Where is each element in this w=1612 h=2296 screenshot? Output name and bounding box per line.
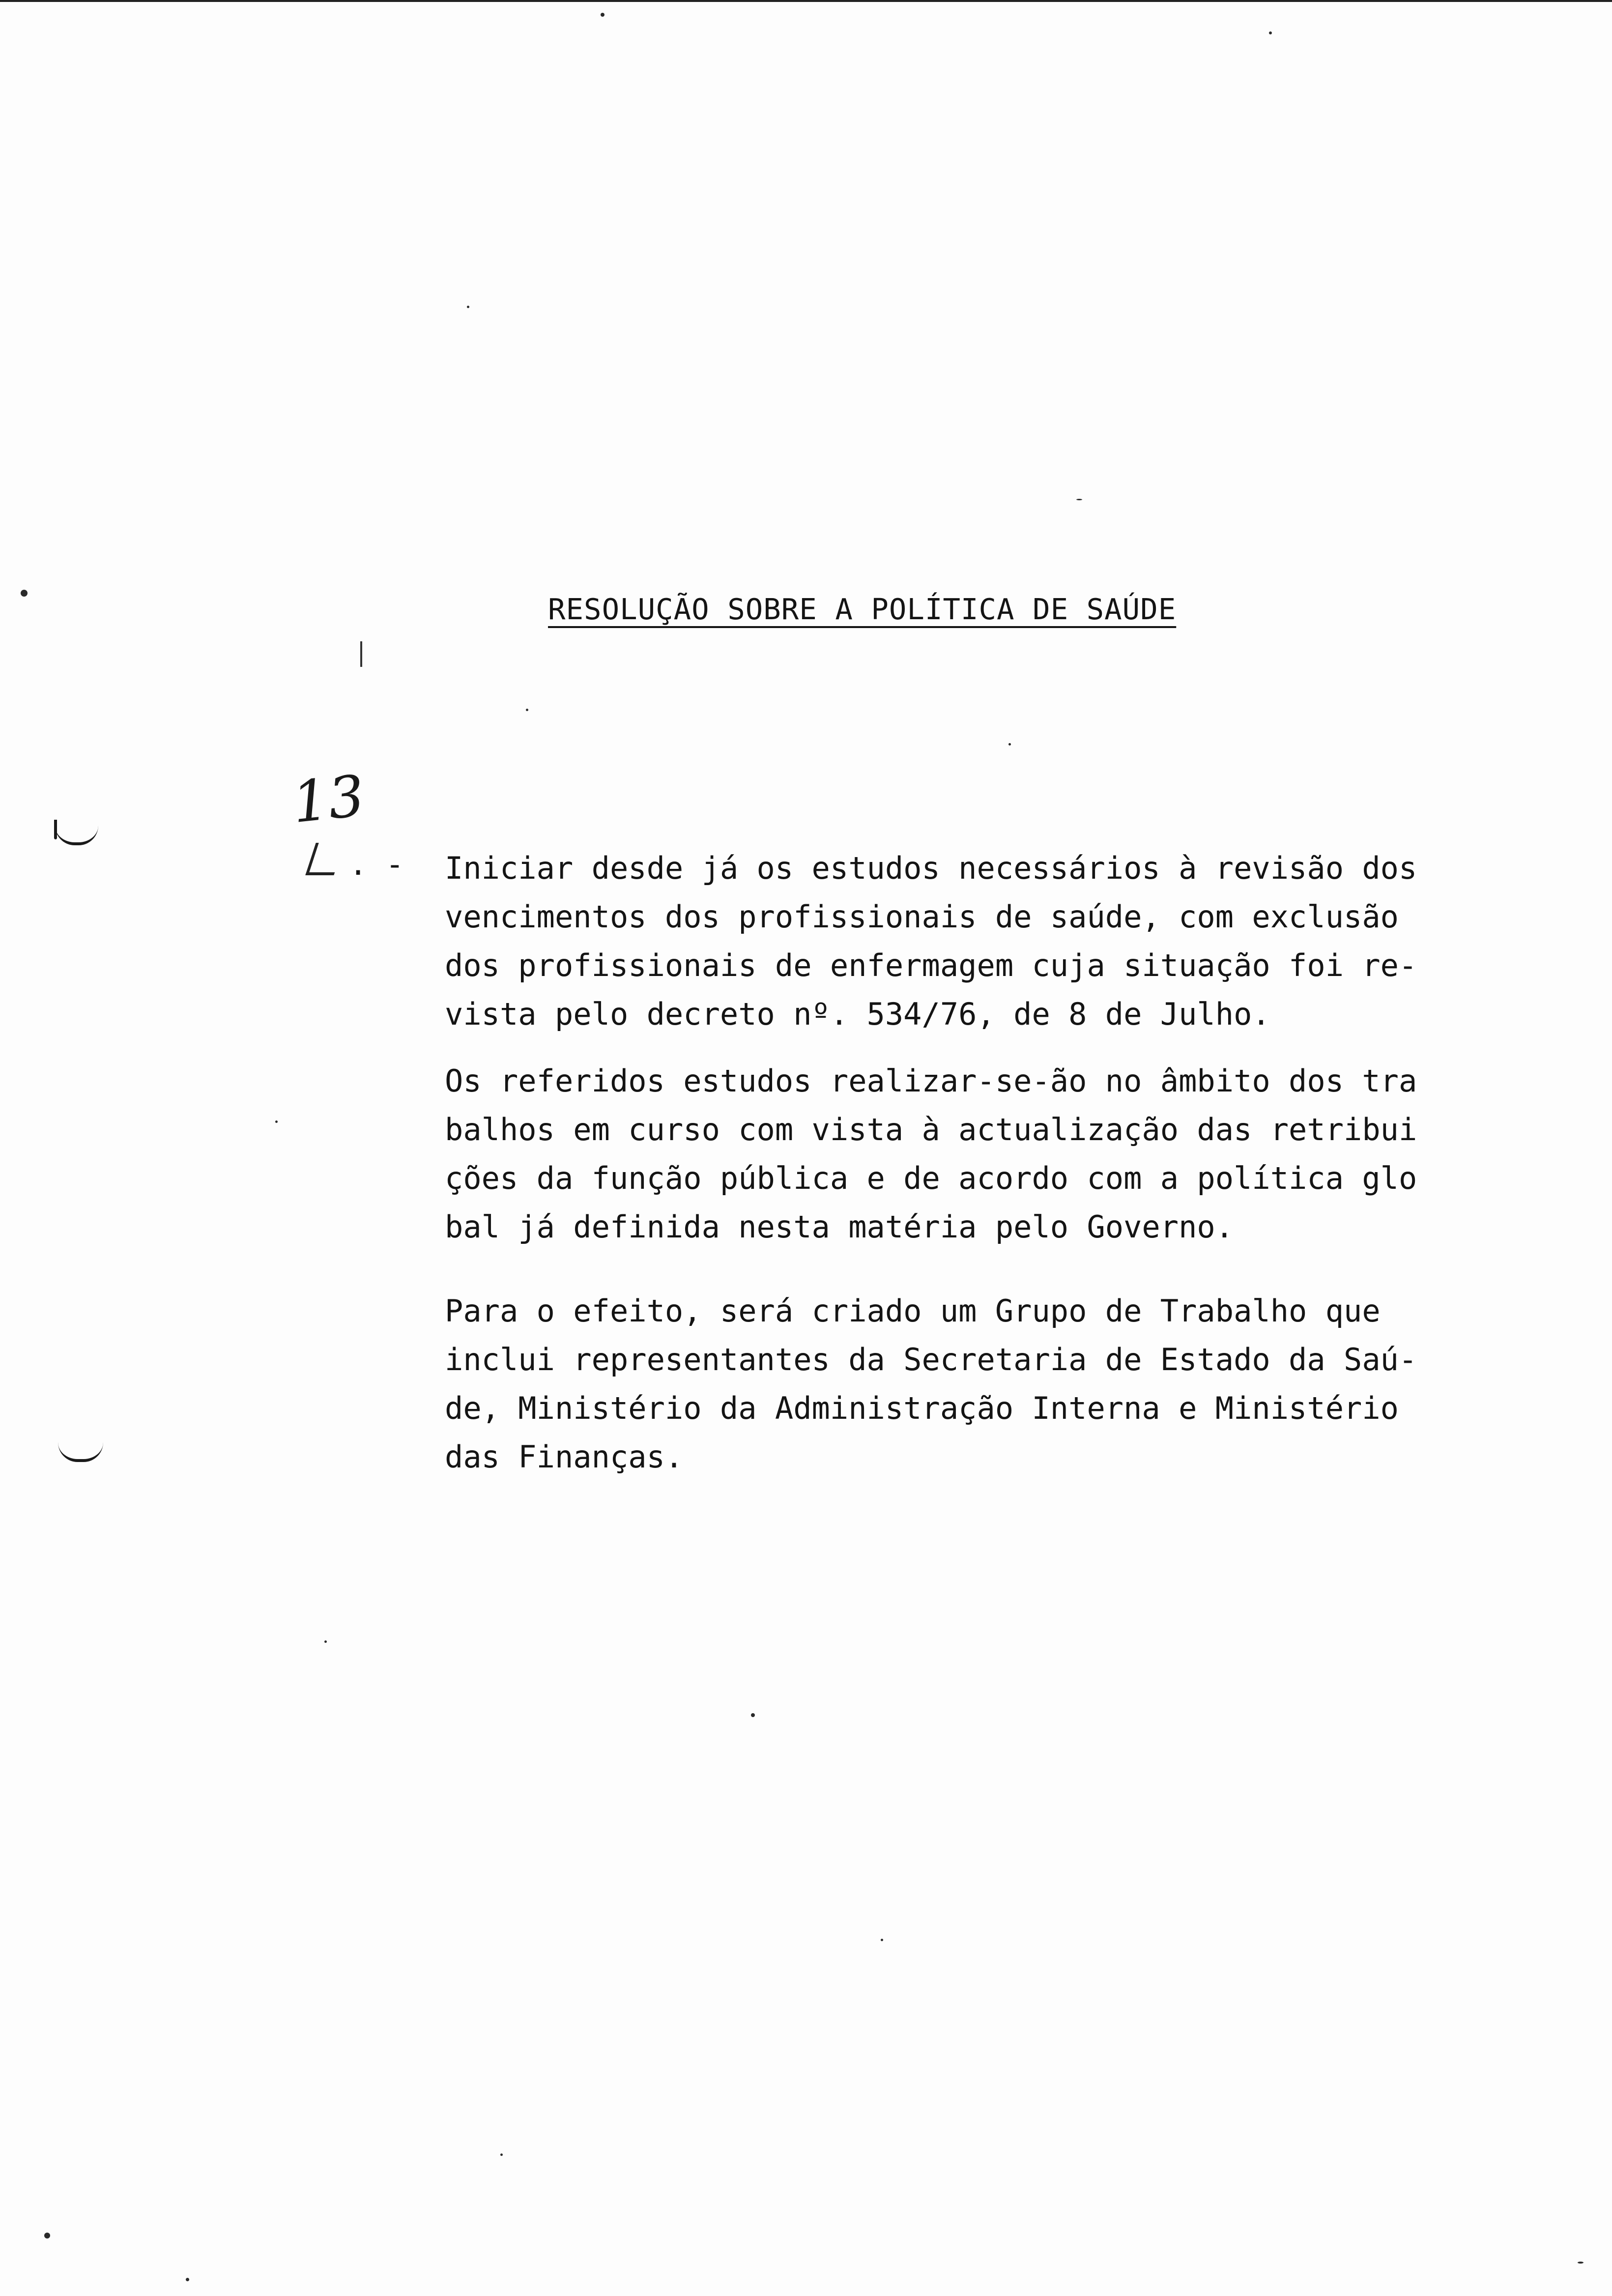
- paragraph-3: [445, 1287, 1519, 1481]
- speck: [500, 2153, 503, 2156]
- margin-pencil-mark: [55, 826, 98, 845]
- pencil-tick-mark: [360, 641, 362, 667]
- paragraph-line: vencimentos dos profissionais de saúde, com exclusão: [445, 899, 1399, 935]
- paragraph-1: [445, 844, 1519, 1038]
- paragraph-2: [445, 1057, 1519, 1251]
- speck: [1269, 31, 1272, 34]
- paragraph-line: Os referidos estudos realizar-se-ão no âmbito dos tra: [445, 1063, 1417, 1099]
- paragraph-line: de, Ministério da Administração Interna e Ministério: [445, 1390, 1399, 1426]
- top-border-line: [0, 0, 1612, 2]
- paragraph-line: balhos em curso com vista à actualização das retribui: [445, 1112, 1417, 1148]
- margin-pencil-mark: [58, 1442, 103, 1462]
- paragraph-line: das Finanças.: [445, 1439, 684, 1475]
- speck: [1076, 499, 1082, 500]
- speck: [467, 306, 469, 308]
- handwritten-item-number: 13: [289, 763, 368, 836]
- paragraph-line: ções da função pública e de acordo com a política glo: [445, 1160, 1417, 1196]
- margin-pencil-mark: [54, 820, 57, 839]
- speck: [1008, 743, 1011, 746]
- handwritten-check-mark: [305, 843, 344, 875]
- speck: [44, 2233, 50, 2239]
- paragraph-line: vista pelo decreto nº. 534/76, de 8 de Julho.: [445, 996, 1270, 1032]
- speck: [601, 13, 604, 17]
- item-marker: . -: [349, 846, 404, 882]
- paragraph-line: bal já definida nesta matéria pelo Governo.: [445, 1209, 1234, 1245]
- speck: [751, 1713, 755, 1717]
- speck: [186, 2278, 189, 2281]
- speck: [21, 590, 28, 597]
- speck: [324, 1640, 327, 1643]
- paragraph-line: Para o efeito, será criado um Grupo de Trabalho que: [445, 1293, 1381, 1329]
- paragraph-line: Iniciar desde já os estudos necessários à revisão dos: [445, 850, 1417, 886]
- speck: [1578, 2262, 1583, 2264]
- paragraph-line: inclui representantes da Secretaria de Estado da Saú-: [445, 1342, 1417, 1378]
- speck: [275, 1120, 278, 1123]
- speck: [526, 709, 528, 711]
- speck: [881, 1939, 883, 1941]
- paragraph-line: dos profissionais de enfermagem cuja situação foi re-: [445, 947, 1417, 983]
- document-title: RESOLUÇÃO SOBRE A POLÍTICA DE SAÚDE: [548, 592, 1177, 626]
